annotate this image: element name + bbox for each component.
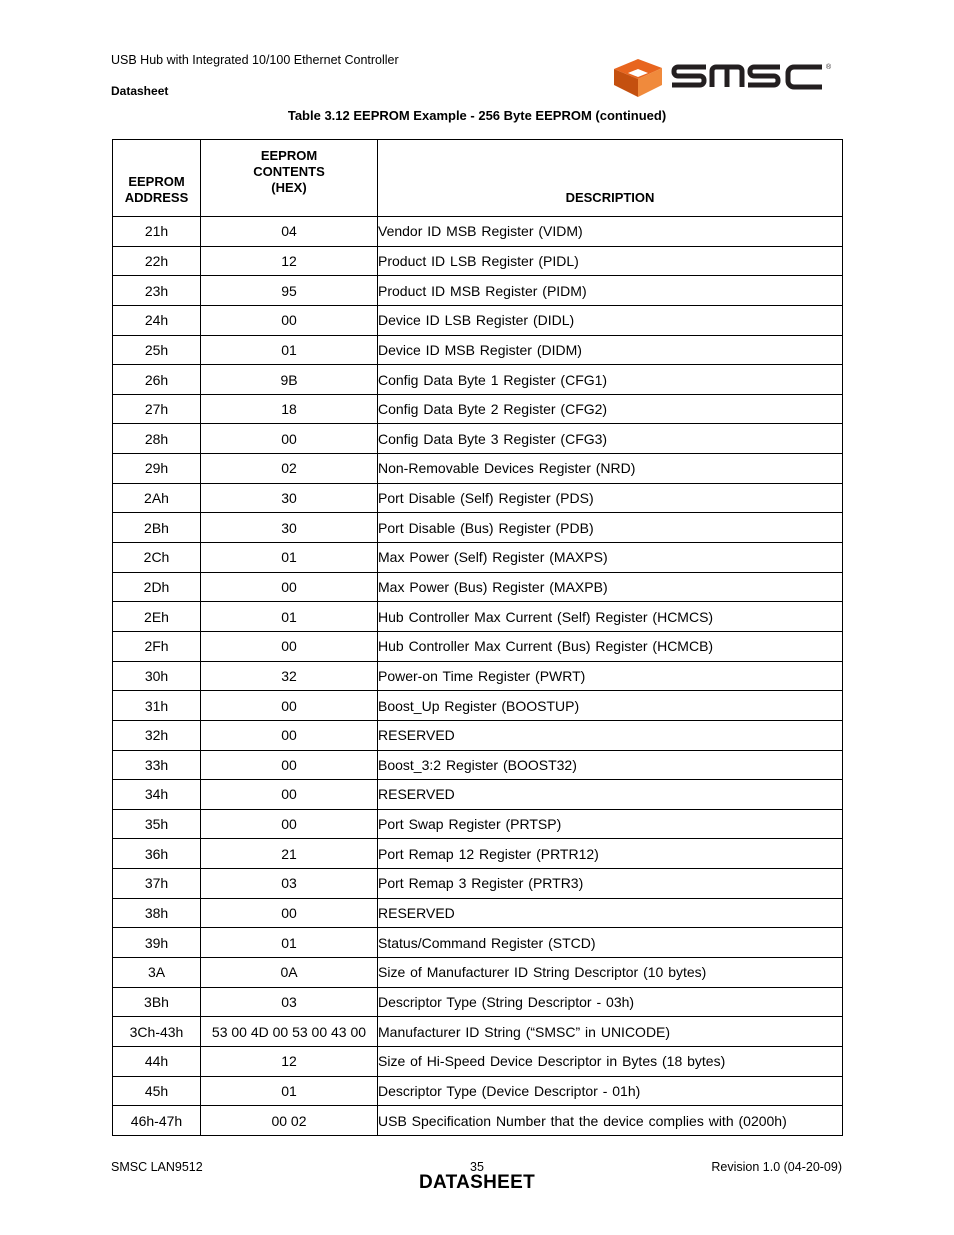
cell-description: Boost_Up Register (BOOSTUP) xyxy=(378,691,843,721)
cell-address: 35h xyxy=(113,809,201,839)
cell-description: Hub Controller Max Current (Bus) Register (HCMCB) xyxy=(378,631,843,661)
cell-address: 24h xyxy=(113,305,201,335)
cell-contents: 21 xyxy=(201,839,378,869)
footer-page-number: 35 xyxy=(470,1160,484,1174)
cell-address: 37h xyxy=(113,869,201,899)
document-title: USB Hub with Integrated 10/100 Ethernet Controller xyxy=(111,53,399,67)
cell-address: 25h xyxy=(113,335,201,365)
cell-description: Config Data Byte 3 Register (CFG3) xyxy=(378,424,843,454)
table-row xyxy=(113,750,843,780)
table-row xyxy=(113,691,843,721)
cell-contents: 01 xyxy=(201,543,378,573)
header-contents: EEPROM CONTENTS (HEX) xyxy=(201,140,378,217)
table-row xyxy=(113,1046,843,1076)
cell-contents: 12 xyxy=(201,246,378,276)
cell-contents: 32 xyxy=(201,661,378,691)
cell-description: Size of Hi-Speed Device Descriptor in Bytes (18 bytes) xyxy=(378,1046,843,1076)
cell-contents: 53 00 4D 00 53 00 43 00 xyxy=(201,1017,378,1047)
cell-address: 22h xyxy=(113,246,201,276)
table-row xyxy=(113,572,843,602)
cell-contents: 18 xyxy=(201,394,378,424)
cell-description: Boost_3:2 Register (BOOST32) xyxy=(378,750,843,780)
cell-address: 27h xyxy=(113,394,201,424)
cell-address: 2Fh xyxy=(113,631,201,661)
cell-address: 23h xyxy=(113,276,201,306)
cell-address: 38h xyxy=(113,898,201,928)
cell-description: RESERVED xyxy=(378,780,843,810)
table-caption: Table 3.12 EEPROM Example - 256 Byte EEPROM (continued) xyxy=(287,108,667,123)
cell-address: 45h xyxy=(113,1076,201,1106)
cell-contents: 01 xyxy=(201,602,378,632)
footer-revision: Revision 1.0 (04-20-09) xyxy=(711,1160,842,1174)
cell-address: 44h xyxy=(113,1046,201,1076)
cell-address: 2Ch xyxy=(113,543,201,573)
cell-description: Product ID LSB Register (PIDL) xyxy=(378,246,843,276)
cell-contents: 00 xyxy=(201,305,378,335)
cell-contents: 00 xyxy=(201,750,378,780)
table-row xyxy=(113,661,843,691)
cell-description: Size of Manufacturer ID String Descriptor (10 bytes) xyxy=(378,958,843,988)
table-row xyxy=(113,335,843,365)
cell-contents: 00 xyxy=(201,631,378,661)
cell-contents: 03 xyxy=(201,869,378,899)
logo-wordmark xyxy=(672,67,822,87)
table-row xyxy=(113,365,843,395)
header-description: DESCRIPTION xyxy=(378,140,843,217)
cell-address: 46h-47h xyxy=(113,1106,201,1136)
table-row xyxy=(113,839,843,869)
cell-description: Descriptor Type (Device Descriptor - 01h) xyxy=(378,1076,843,1106)
cell-contents: 00 xyxy=(201,809,378,839)
table-row xyxy=(113,928,843,958)
cell-address: 2Eh xyxy=(113,602,201,632)
table-row xyxy=(113,602,843,632)
eeprom-table xyxy=(112,139,843,1136)
cell-contents: 03 xyxy=(201,987,378,1017)
cell-description: Descriptor Type (String Descriptor - 03h) xyxy=(378,987,843,1017)
cell-address: 30h xyxy=(113,661,201,691)
table-row xyxy=(113,1106,843,1136)
cell-address: 33h xyxy=(113,750,201,780)
cell-description: Max Power (Bus) Register (MAXPB) xyxy=(378,572,843,602)
table-row xyxy=(113,424,843,454)
table-row xyxy=(113,809,843,839)
cell-description: Port Remap 12 Register (PRTR12) xyxy=(378,839,843,869)
table-row xyxy=(113,394,843,424)
cell-description: Power-on Time Register (PWRT) xyxy=(378,661,843,691)
cell-contents: 95 xyxy=(201,276,378,306)
svg-text:®: ® xyxy=(826,64,832,71)
cell-address: 3Bh xyxy=(113,987,201,1017)
cell-description: Manufacturer ID String (“SMSC” in UNICODE) xyxy=(378,1017,843,1047)
table-row xyxy=(113,631,843,661)
cell-contents: 0A xyxy=(201,958,378,988)
table-row xyxy=(113,276,843,306)
cell-address: 32h xyxy=(113,720,201,750)
cell-contents: 01 xyxy=(201,928,378,958)
footer-datasheet-label: DATASHEET xyxy=(419,1172,535,1193)
cell-description: Status/Command Register (STCD) xyxy=(378,928,843,958)
cell-description: Config Data Byte 1 Register (CFG1) xyxy=(378,365,843,395)
cell-contents: 00 xyxy=(201,424,378,454)
cell-address: 2Ah xyxy=(113,483,201,513)
cell-description: Product ID MSB Register (PIDM) xyxy=(378,276,843,306)
table-row xyxy=(113,958,843,988)
cell-description: Port Disable (Self) Register (PDS) xyxy=(378,483,843,513)
cell-contents: 00 02 xyxy=(201,1106,378,1136)
table-row xyxy=(113,1017,843,1047)
table-row xyxy=(113,483,843,513)
cell-address: 26h xyxy=(113,365,201,395)
cell-address: 21h xyxy=(113,217,201,247)
cell-description: USB Specification Number that the device complies with (0200h) xyxy=(378,1106,843,1136)
cell-contents: 9B xyxy=(201,365,378,395)
cell-address: 2Dh xyxy=(113,572,201,602)
cell-contents: 00 xyxy=(201,780,378,810)
table-row xyxy=(113,454,843,484)
cell-contents: 00 xyxy=(201,572,378,602)
header-address: EEPROM ADDRESS xyxy=(113,140,201,217)
table-row xyxy=(113,780,843,810)
table-row xyxy=(113,869,843,899)
table-row xyxy=(113,987,843,1017)
cell-description: Device ID MSB Register (DIDM) xyxy=(378,335,843,365)
cell-contents: 00 xyxy=(201,691,378,721)
footer-product: SMSC LAN9512 xyxy=(111,1160,203,1174)
cell-contents: 00 xyxy=(201,720,378,750)
table-row xyxy=(113,217,843,247)
cell-address: 34h xyxy=(113,780,201,810)
cell-address: 3Ch-43h xyxy=(113,1017,201,1047)
table-row xyxy=(113,898,843,928)
cell-address: 29h xyxy=(113,454,201,484)
table-row xyxy=(113,513,843,543)
cell-address: 31h xyxy=(113,691,201,721)
cell-contents: 01 xyxy=(201,335,378,365)
cell-contents: 12 xyxy=(201,1046,378,1076)
cell-contents: 00 xyxy=(201,898,378,928)
table-row xyxy=(113,305,843,335)
cell-contents: 30 xyxy=(201,483,378,513)
cell-address: 36h xyxy=(113,839,201,869)
cell-description: Hub Controller Max Current (Self) Register (HCMCS) xyxy=(378,602,843,632)
cell-description: Port Remap 3 Register (PRTR3) xyxy=(378,869,843,899)
cell-description: Config Data Byte 2 Register (CFG2) xyxy=(378,394,843,424)
cell-contents: 02 xyxy=(201,454,378,484)
cell-address: 3A xyxy=(113,958,201,988)
cell-description: RESERVED xyxy=(378,898,843,928)
cell-description: Vendor ID MSB Register (VIDM) xyxy=(378,217,843,247)
cell-contents: 04 xyxy=(201,217,378,247)
table-row xyxy=(113,720,843,750)
cell-description: Non-Removable Devices Register (NRD) xyxy=(378,454,843,484)
cell-description: Device ID LSB Register (DIDL) xyxy=(378,305,843,335)
cell-contents: 01 xyxy=(201,1076,378,1106)
document-type: Datasheet xyxy=(111,84,169,98)
table-header-row xyxy=(113,140,843,217)
table-row xyxy=(113,543,843,573)
cell-description: Port Disable (Bus) Register (PDB) xyxy=(378,513,843,543)
table-row xyxy=(113,246,843,276)
cell-address: 2Bh xyxy=(113,513,201,543)
smsc-logo xyxy=(612,55,838,99)
table-row xyxy=(113,1076,843,1106)
cell-description: RESERVED xyxy=(378,720,843,750)
cell-contents: 30 xyxy=(201,513,378,543)
cell-description: Port Swap Register (PRTSP) xyxy=(378,809,843,839)
cell-description: Max Power (Self) Register (MAXPS) xyxy=(378,543,843,573)
cell-address: 39h xyxy=(113,928,201,958)
cell-address: 28h xyxy=(113,424,201,454)
